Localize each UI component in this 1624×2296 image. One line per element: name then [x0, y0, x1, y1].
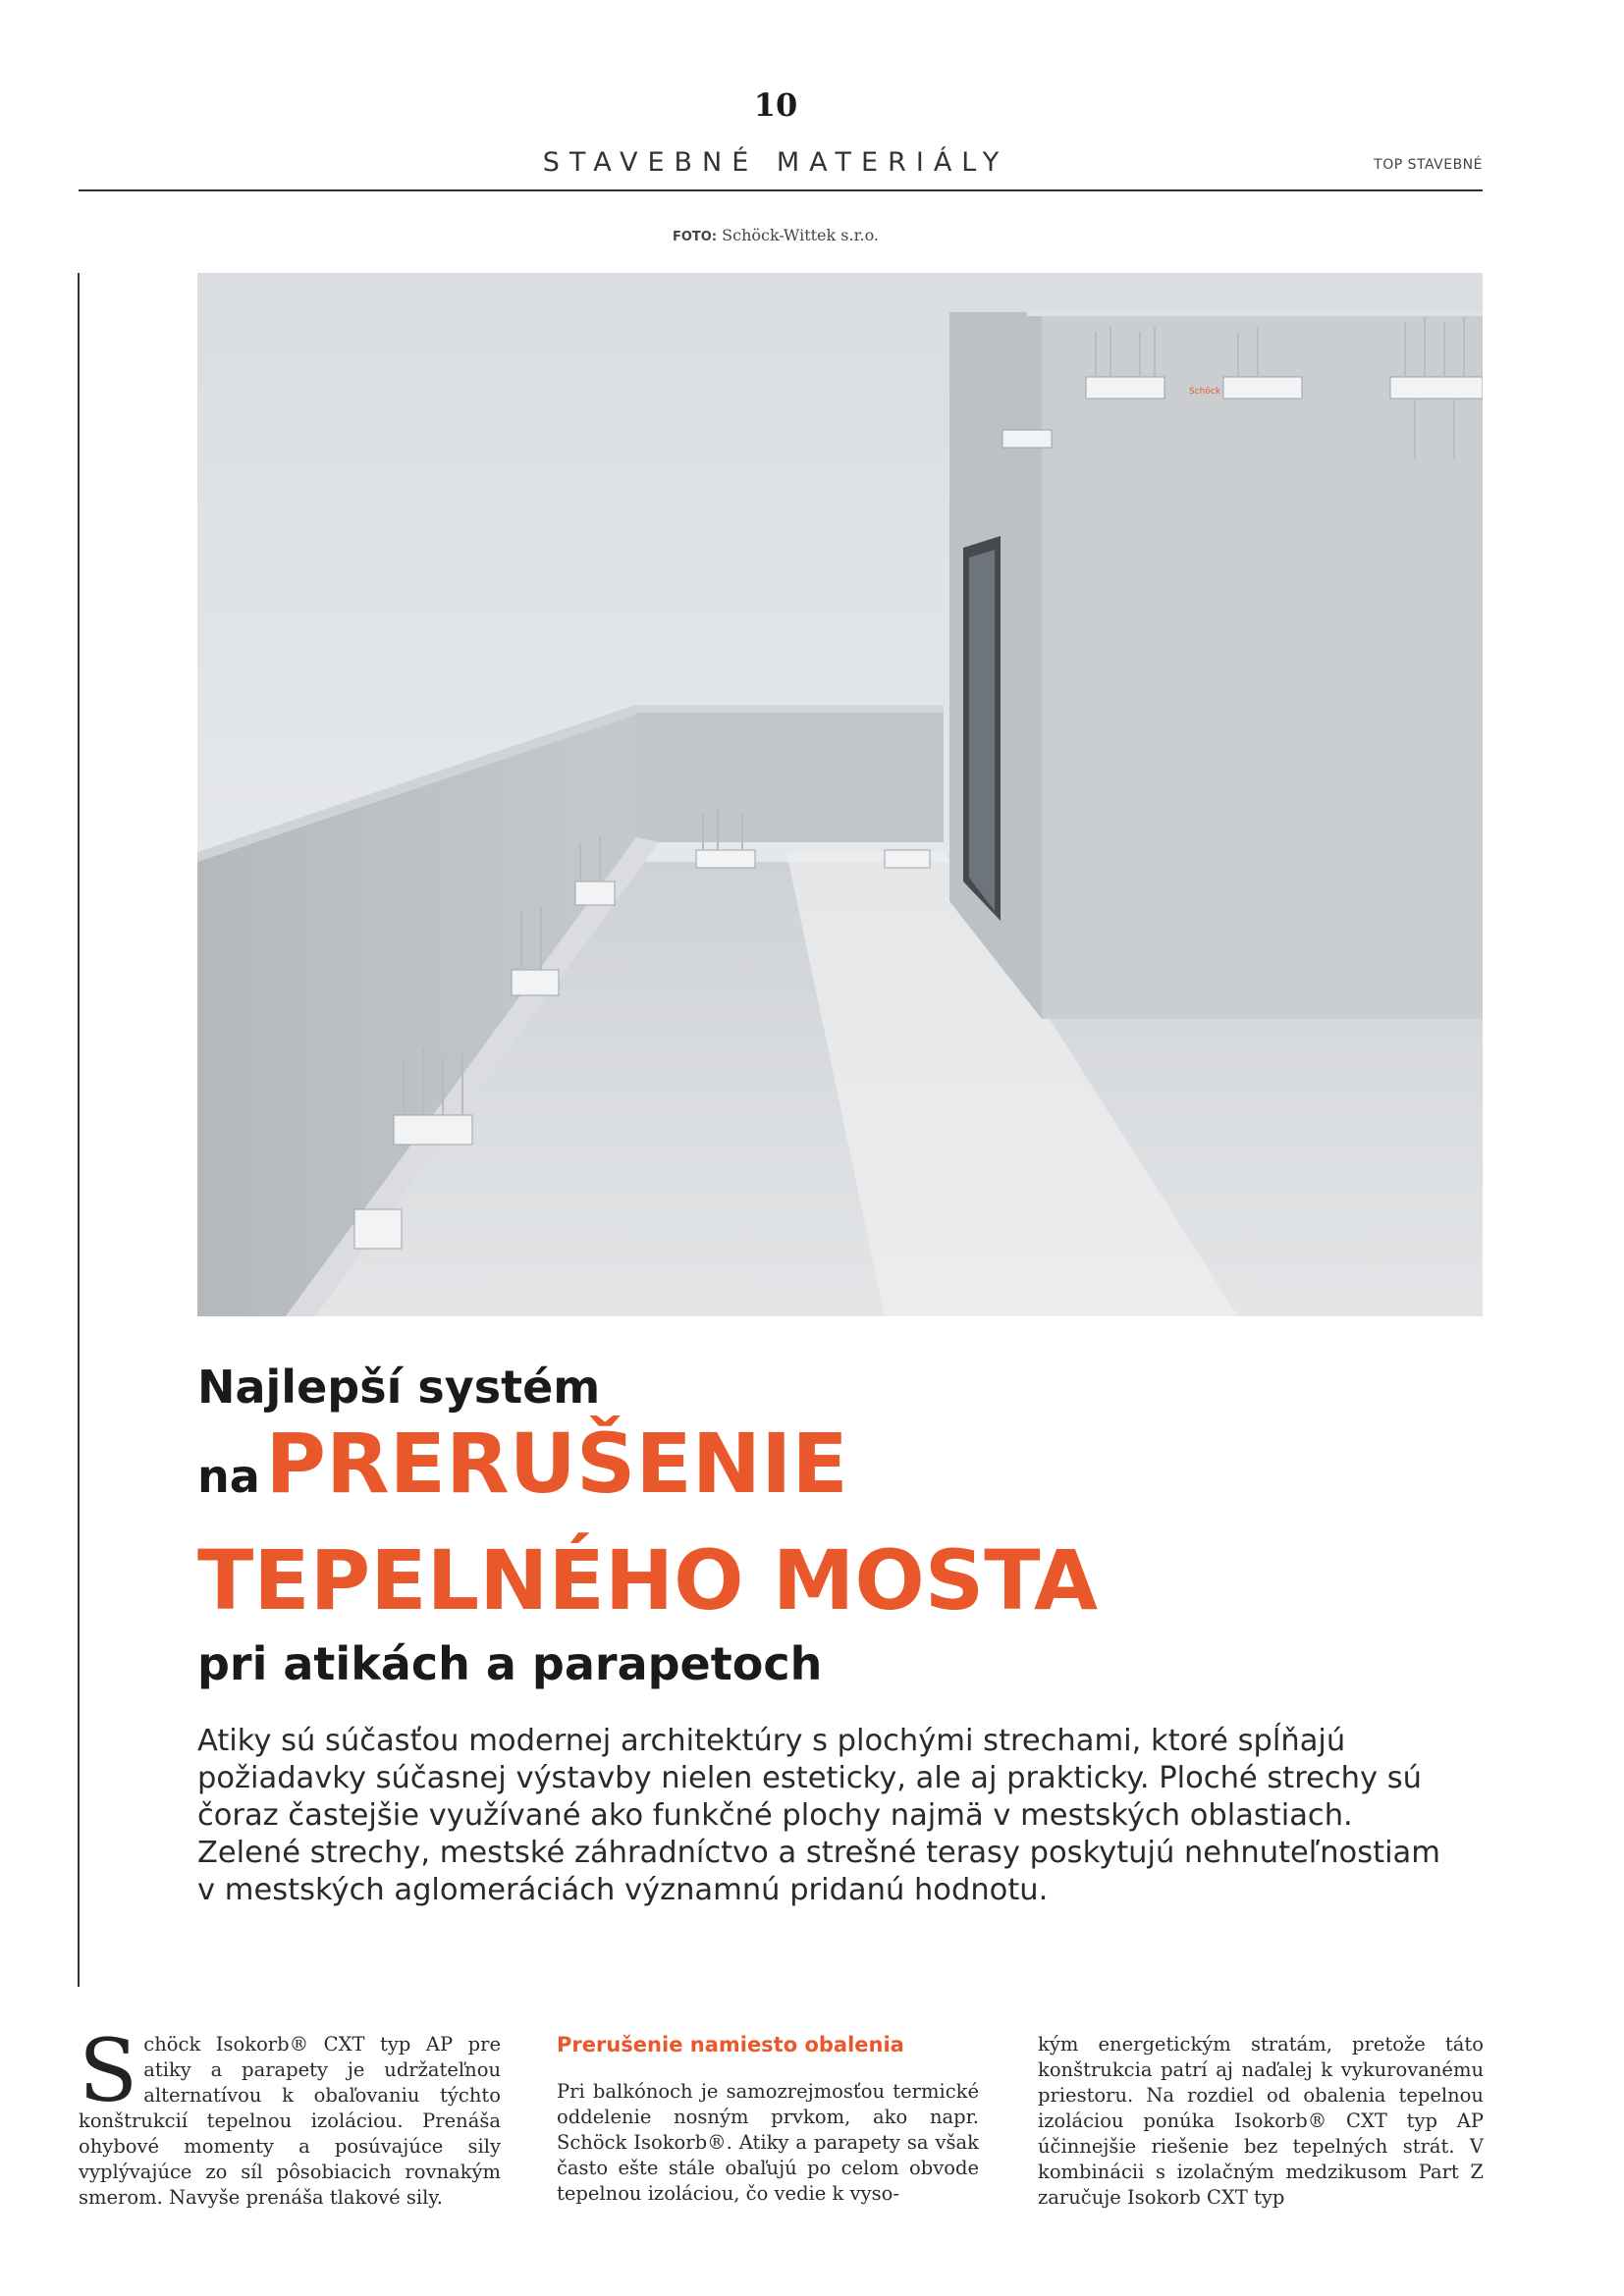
headline-line4: pri atikách a parapetoch — [197, 1637, 823, 1690]
body-column-3-text: kým energetickým stratám, pretože táto konštrukcia patrí aj naďalej k vykurovanému priestoru. Na rozdiel od obalenia tepelnou izoláciou ponúka Isokorb® CXT typ AP účinnejšie riešenie bez tepelných strát. V kombinácii s izolačným medzikusom Part Z zaručuje Isokorb CXT typ — [1038, 2033, 1484, 2209]
headline-line2-big: PRERUŠENIE — [265, 1415, 848, 1512]
rooftop-illustration — [197, 273, 1483, 1316]
headline-line2-prefix: na — [197, 1450, 260, 1503]
parapet-wall-back — [636, 713, 944, 842]
headline-line3: TEPELNÉHO MOSTA — [197, 1532, 1099, 1629]
parapet-top-back — [636, 705, 944, 713]
photo-credit-text: Schöck-Wittek s.r.o. — [722, 226, 880, 244]
body-column-1 — [79, 2020, 501, 2211]
article-photo — [197, 273, 1483, 1316]
body-column-1-text: chöck Isokorb® CXT typ AP pre atiky a parapety je udržateľnou alternatívou k obaľovaniu týchto konštrukcií tepelnou izoláciou. Prenáša ohybové momenty a posúvajúce sily vyplývajúce zo síl pôsobiacich rovnakým smerom. Navyše prenáša tlakové sily. — [79, 2033, 501, 2209]
top-label: TOP STAVEBNÉ — [1374, 157, 1483, 173]
headline-line2 — [197, 1415, 1474, 1536]
subheading: Prerušenie namiesto obalenia — [557, 2033, 904, 2056]
headline-line1: Najlepší systém — [197, 1361, 601, 1414]
module-label: Schöck — [1189, 387, 1221, 397]
left-rule — [78, 273, 80, 1987]
body-column-2 — [557, 2032, 979, 2207]
header-rule — [79, 189, 1483, 191]
headline — [197, 1360, 1474, 1703]
building-window-glass — [969, 550, 995, 911]
page-number: 10 — [753, 86, 798, 124]
lead-paragraph: Atiky sú súčasťou modernej architektúry s plochými strechami, ktoré spĺňajú požiadavky súčasnej výstavby nielen esteticky, ale aj prakticky. Ploché strechy sú čoraz častejšie využívané ako funkčné plochy najmä v mestských oblastiach. Zelené strechy, mestské záhradníctvo a strešné terasy poskytujú nehnuteľnostiam v mestských aglomeráciách významnú pridanú hodnotu. — [197, 1724, 1440, 1907]
section-title: STAVEBNÉ MATERIÁLY — [542, 147, 1009, 178]
photo-credit — [0, 226, 1551, 244]
photo-credit-label: FOTO: — [672, 230, 718, 244]
body-column-3 — [1038, 2032, 1484, 2211]
building-top-edge — [1027, 312, 1483, 316]
drop-cap: S — [79, 2020, 138, 2121]
body-column-2-text: Pri balkónoch je samozrejmosťou termické oddelenie nosným prvkom, ako napr. Schöck Isokorb®. Atiky a parapety sa však často ešte stále obaľujú po celom obvode tepelnou izoláciou, čo vedie k vyso- — [557, 2080, 979, 2205]
